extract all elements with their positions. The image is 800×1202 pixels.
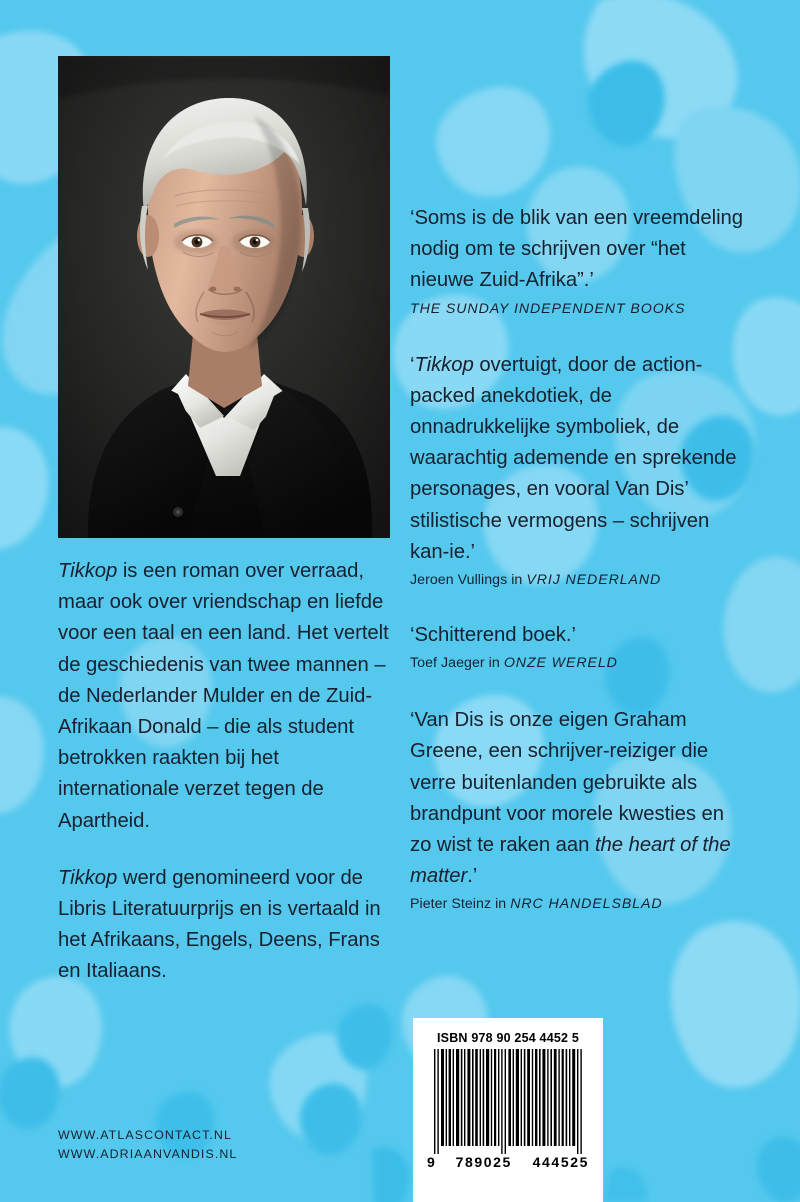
barcode-digit-prefix: 9	[427, 1154, 435, 1170]
press-quote-1-text	[410, 203, 750, 297]
quote-3-critic: Toef Jaeger in	[410, 655, 504, 672]
press-quote-1-source: THE SUNDAY INDEPENDENT BOOKS	[410, 300, 686, 317]
barcode-bars-graphic	[432, 1049, 584, 1154]
press-quote-3-text: ‘Schitterend boek.’	[410, 624, 576, 647]
press-quote-2-text	[410, 350, 750, 568]
press-quote-1	[410, 203, 750, 319]
press-quote-4-source	[410, 895, 750, 914]
quote-4-close: .’	[467, 865, 478, 888]
blurb-paragraph-2-text: werd genomineerd voor de Libris Literatuurprijs en is vertaald in het Afrikaans, Engels, Deens, Frans en Italiaans.	[58, 866, 381, 983]
website-urls	[58, 1126, 237, 1164]
press-quote-3-source	[410, 654, 750, 673]
press-quotes-column	[410, 203, 750, 914]
author-website-url[interactable]: WWW.ADRIAANVANDIS.NL	[58, 1147, 238, 1161]
quote-1-body: ‘Soms is de blik van een vreemdeling nodig om te schrijven over “het nieuwe Zuid-Afrika”.’	[410, 207, 744, 292]
blurb-paragraph-2	[58, 863, 396, 988]
book-title-italic: Tikkop	[58, 560, 118, 582]
barcode-digits	[427, 1154, 589, 1170]
isbn-number-label: ISBN 978 90 254 4452 5	[436, 1031, 579, 1045]
publisher-website-url[interactable]: WWW.ATLASCONTACT.NL	[58, 1128, 232, 1142]
quote-2-critic: Jeroen Vullings in	[410, 572, 527, 589]
quote-2-open: ‘	[410, 353, 415, 376]
book-description-column	[58, 556, 396, 988]
blurb-paragraph-1	[58, 556, 396, 837]
author-portrait-photo	[58, 56, 390, 538]
press-quote-2-source	[410, 571, 750, 590]
quote-4-italic-phrase: the heart of the matter	[410, 834, 731, 888]
barcode-digits-group-1: 789025	[455, 1154, 512, 1170]
quote-2-publication: VRIJ NEDERLAND	[526, 572, 662, 589]
blurb-paragraph-1-text: is een roman over verraad, maar ook over vriendschap en liefde voor een taal en een land. Het vertelt de geschiedenis van twee mannen – de Nederlander Mulder en de Zuid-Afrikaan Donald – die als student betrokken raakten bij het internationale verzet tegen de Apartheid.	[58, 560, 389, 832]
press-quote-3	[410, 620, 750, 673]
barcode-digits-group-2: 444525	[532, 1154, 589, 1170]
quote-4-critic: Pieter Steinz in	[410, 896, 511, 913]
quote-2-body: overtuigt, door de action-packed anekdotiek, de onnadrukkelijke symboliek, de waarachtig ademende en sprekende personages, en vooral Van Dis’ stilistische vermogens – schrijven kan-ie.’	[410, 353, 737, 563]
quote-3-publication: ONZE WERELD	[503, 655, 618, 672]
quote-2-italic-title: Tikkop	[414, 353, 474, 376]
press-quote-2	[410, 350, 750, 590]
isbn-barcode	[413, 1018, 603, 1202]
quote-4-open: ‘Van Dis is onze eigen Graham Greene, een schrijver-reiziger die verre buitenlanden gebruikte als brandpunt voor morele kwesties en zo wist te raken aan	[410, 709, 725, 857]
book-title-italic: Tikkop	[58, 866, 118, 889]
quote-4-publication: NRC HANDELSBLAD	[510, 896, 663, 913]
press-quote-4	[410, 705, 750, 914]
press-quote-4-text	[410, 705, 750, 892]
